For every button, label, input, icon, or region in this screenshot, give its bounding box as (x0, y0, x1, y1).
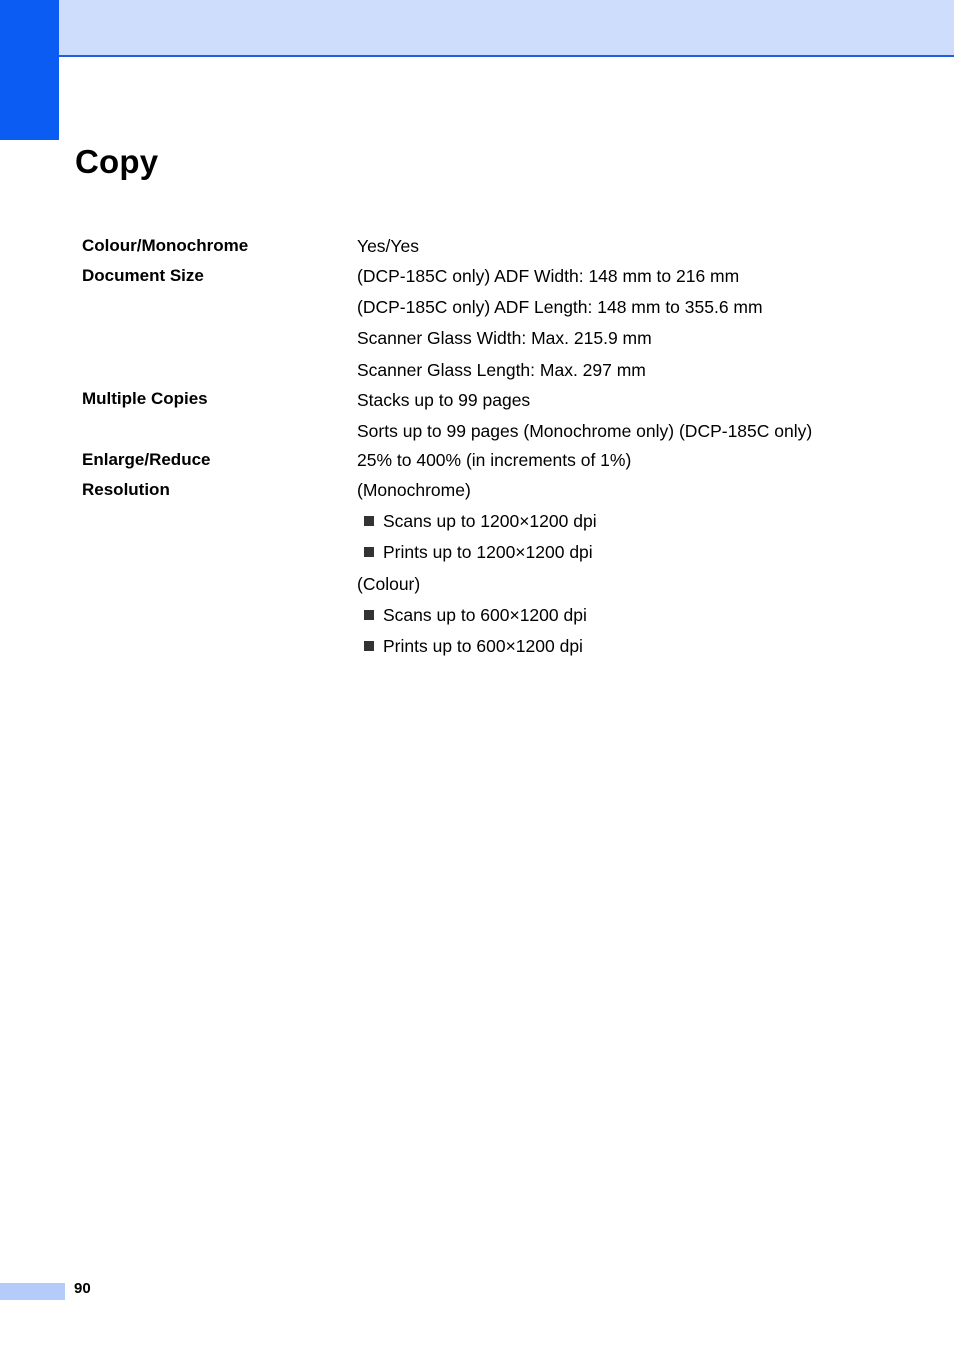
colour-monochrome-value: Yes/Yes (357, 236, 419, 256)
resolution-colour-heading: (Colour) (357, 574, 421, 594)
colour-monochrome-label: Colour/Monochrome (82, 236, 249, 255)
bullet-text: Scans up to 1200×1200 dpi (383, 511, 597, 531)
header-band (59, 0, 954, 57)
resolution-mono-scan-item (364, 511, 597, 531)
bullet-text: Scans up to 600×1200 dpi (383, 605, 587, 625)
page-number: 90 (74, 1280, 91, 1297)
glass-width-value: Scanner Glass Width: Max. 215.9 mm (357, 328, 652, 348)
multiple-copies-label: Multiple Copies (82, 389, 208, 408)
square-bullet-icon (364, 516, 374, 526)
adf-width-value: (DCP-185C only) ADF Width: 148 mm to 216 mm (357, 266, 740, 286)
bullet-text: Prints up to 1200×1200 dpi (383, 542, 593, 562)
enlarge-reduce-label: Enlarge/Reduce (82, 450, 211, 469)
glass-length-value: Scanner Glass Length: Max. 297 mm (357, 360, 646, 380)
square-bullet-icon (364, 641, 374, 651)
sorts-value: Sorts up to 99 pages (Monochrome only) (DCP-185C only) (357, 421, 813, 441)
resolution-colour-scan-item (364, 605, 587, 625)
document-size-label: Document Size (82, 266, 204, 285)
enlarge-reduce-value: 25% to 400% (in increments of 1%) (357, 450, 632, 470)
square-bullet-icon (364, 547, 374, 557)
resolution-colour-print-item (364, 636, 583, 656)
resolution-mono-print-item (364, 542, 593, 562)
square-bullet-icon (364, 610, 374, 620)
chapter-tab (0, 0, 59, 140)
resolution-label: Resolution (82, 480, 170, 499)
stacks-value: Stacks up to 99 pages (357, 390, 531, 410)
resolution-mono-heading: (Monochrome) (357, 480, 471, 500)
page-title: Copy (75, 143, 159, 180)
adf-length-value: (DCP-185C only) ADF Length: 148 mm to 355.6 mm (357, 297, 763, 317)
bullet-text: Prints up to 600×1200 dpi (383, 636, 583, 656)
footer-bar (0, 1283, 65, 1300)
